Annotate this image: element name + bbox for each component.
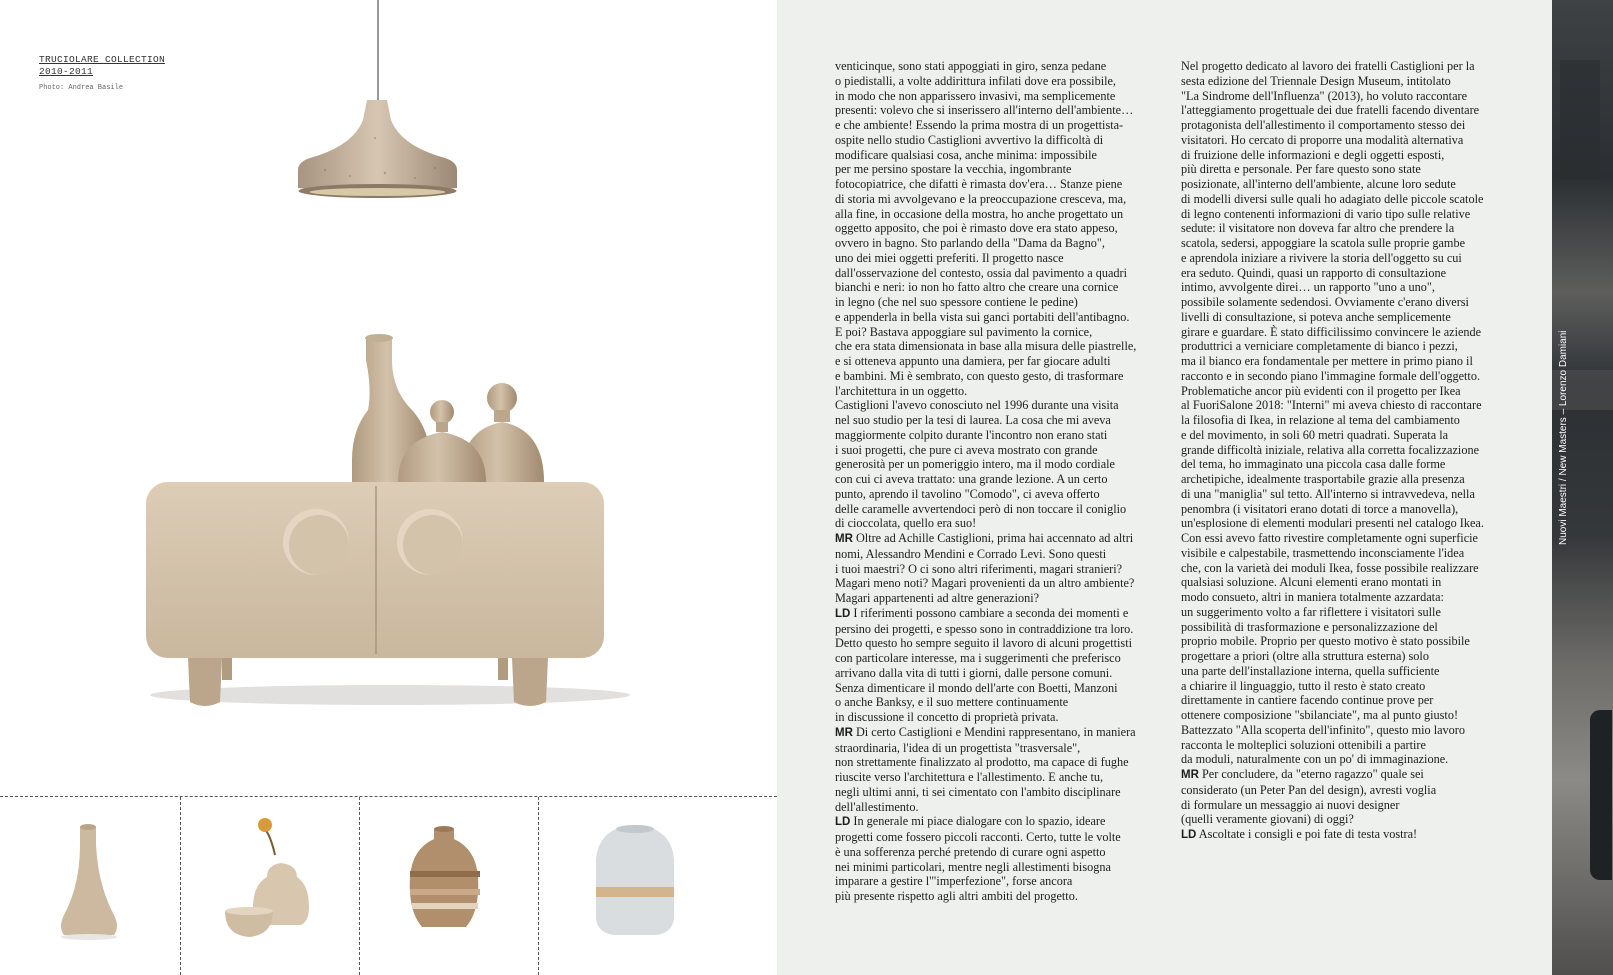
line-text: straordinaria, l'idea di un progettista "trasversale", [835,740,1081,755]
line-text: archetipiche, idealmente trasportabile grazie alla presenza [1181,472,1465,486]
speaker-initials: LD [835,607,851,620]
line-text: per me persino spostare la vecchia, ingombrante [835,162,1072,177]
text-line [835,472,1136,487]
text-line [1181,752,1484,767]
caption-title-line2: 2010-2011 [39,66,94,77]
text-line [835,725,1136,741]
line-text: di formulare un messaggio ai nuovi designer [1181,797,1400,812]
line-text: qualsiasi soluzione. Alcuni elementi erano montati in [1181,575,1442,590]
line-text: oggetto apposito, che poi è rimasto dove era stato appeso, [835,221,1118,236]
line-text: e appenderla in bella vista sui ganci portabiti dell'antibagno. [835,309,1130,324]
text-line [1181,192,1484,207]
text-line [835,591,1136,606]
text-line [1181,679,1484,694]
text-line [835,710,1136,725]
line-text: un'esplosione di elementi modulari presenti nel catalogo Ikea. [1181,516,1484,531]
line-text: non strettamente finalizzato al prodotto, ma capace di fughe [835,755,1129,770]
text-line [1181,354,1484,369]
line-text: posizionate, all'interno dell'ambiente, alcune loro sedute [1181,177,1456,191]
text-line [1181,487,1484,502]
line-text: direttamente in cantiere facendo continue prove per [1181,693,1434,708]
line-text: in legno (che nel suo spessore contiene le pedine) [835,295,1078,309]
line-text: E poi? Bastava appoggiare sul pavimento la cornice, [835,324,1093,339]
line-text: (quelli veramente giovani) di oggi? [1181,812,1354,827]
text-line [835,502,1136,517]
line-text: venticinque, sono stati appoggiati in giro, senza pedane [835,59,1107,73]
line-text: ma il bianco era fondamentale per mettere in primo piano il [1181,354,1473,368]
thumbnail-separator [538,797,539,975]
text-line [1181,502,1484,517]
text-line [1181,103,1484,118]
left-page [0,0,777,975]
text-line [835,325,1136,340]
speaker-initials: MR [835,533,853,545]
line-text: sesta edizione del Triennale Design Museum, intitolato [1181,73,1451,88]
thumbnail-separator [359,797,360,975]
text-line [835,369,1136,384]
sideboard-with-vases-image [140,330,660,720]
speaker-initials: MR [1181,769,1199,781]
line-text: e del movimento, in soli 60 metri quadrati. Superata la [1181,427,1449,442]
line-text: ottenere composizione "sbilanciate", ma al punto giusto! [1181,708,1459,722]
text-line [835,295,1136,310]
text-column-2 [1181,59,1484,843]
line-text: Castiglioni l'avevo conosciuto nel 1996 durante una visita [835,398,1119,413]
text-line [835,695,1136,710]
text-line [835,177,1136,192]
line-text: i tuoi maestri? O ci sono altri riferimenti, magari stranieri? [835,561,1123,576]
text-line [835,755,1136,770]
line-text: e si otteneva appunto una damiera, per far giocare adulti [835,354,1111,368]
text-line [835,800,1136,815]
line-text: livelli di consultazione, si poteva anche semplicemente [1181,309,1451,324]
line-text: del tema, ho immaginato una piccola casa dalle forme [1181,457,1446,472]
text-line [1181,369,1484,384]
text-line [835,741,1136,756]
text-line [1181,74,1484,89]
line-text: produttrici a verniciare completamente di bianco i pezzi, [1181,339,1458,354]
line-text: Per concludere, da "eterno ragazzo" quale sei [1198,767,1424,781]
text-line [1181,443,1484,458]
line-text: nel suo studio per la tesi di laurea. La cosa che mi aveva [835,413,1111,427]
text-line [1181,133,1484,148]
text-line [1181,295,1484,310]
text-line [1181,546,1484,561]
caption-title-line1: TRUCIOLARE COLLECTION [39,54,166,65]
text-line [835,221,1136,236]
text-line [835,457,1136,472]
line-text: visitatori. Ho cercato di proporre una modalità alternativa [1181,132,1464,147]
line-text: l'atteggiamento progettuale dei due fratelli facendo diventare [1181,103,1480,118]
line-text: più presente rispetto agli altri ambiti del progetto. [835,889,1078,903]
text-line [1181,177,1484,192]
text-line [1181,457,1484,472]
text-line [1181,266,1484,281]
line-text: che era stata dimensionata in base alla misura delle piastrelle, [835,339,1137,354]
text-line [835,59,1136,74]
text-line [1181,634,1484,649]
line-text: delle caramelle avvertendoci però di non toccare il coniglio [835,501,1127,516]
text-line [835,428,1136,443]
line-text: intimo, avvolgente direi… un rapporto "uno a uno", [1181,280,1435,295]
line-text: di fruizione delle informazioni e degli oggetti esposti, [1181,147,1445,162]
text-line [835,310,1136,325]
text-line [1181,59,1484,74]
text-line [835,103,1136,118]
speaker-initials: LD [1181,829,1197,841]
text-line [835,576,1136,591]
line-text: Di certo Castiglioni e Mendini rappresentano, in maniera [852,724,1136,739]
text-line [1181,384,1484,399]
line-text: penombra (i visitatori erano dotati di torce a manovella), [1181,501,1459,516]
text-line [1181,664,1484,679]
line-text: di storia mi avvolgevano e la preoccupazione cresceva, ma, [835,191,1127,206]
line-text: Ascoltate i consigli e poi fate di testa vostra! [1196,827,1418,841]
text-line [1181,339,1484,354]
line-text: arrivano dalla vita di tutti i giorni, dalle persone comuni. [835,665,1113,680]
line-text: negli ultimi anni, ti sei cimentato con l'ambito disciplinare [835,784,1121,799]
line-text: è una sofferenza perché pretendo di curare ogni aspetto [835,844,1106,859]
text-line [835,207,1136,222]
line-text: alla fine, in occasione della mostra, ho anche progettato un [835,206,1124,221]
text-line [1181,575,1484,590]
line-text: di legno contenenti informazioni di vario tipo sulle relative [1181,206,1471,221]
text-line [1181,251,1484,266]
line-text: sedute: il visitatore non doveva far altro che prendere la [1181,221,1455,236]
line-text: presenti: volevo che si inserissero all'interno dell'ambiente… [835,103,1134,118]
text-line [1181,723,1484,738]
text-line [835,339,1136,354]
text-line [1181,236,1484,251]
text-line [835,874,1136,889]
text-line [835,74,1136,89]
line-text: bianchi e neri: io non ho fatto altro che creare una cornice [835,280,1119,295]
text-line [835,192,1136,207]
text-line [1181,398,1484,413]
edge-object [1590,710,1612,880]
text-line [835,622,1136,637]
line-text: Problematiche ancor più evidenti con il progetto per Ikea [1181,383,1461,398]
text-line [1181,783,1484,798]
line-text: più diretta e personale. Per fare questo sono state [1181,162,1421,177]
caption-title [39,54,165,78]
text-line [835,770,1136,785]
line-text: Con essi avevo fatto rivestire completamente ogni superficie [1181,531,1478,545]
line-text: al FuoriSalone 2018: "Interni" mi aveva chiesto di raccontare [1181,398,1482,413]
line-text: a chiarire il linguaggio, tutto il resto è stato creato [1181,678,1426,693]
text-line [835,531,1136,547]
text-line [835,547,1136,562]
line-text: considerato (un Peter Pan del design), avresti voglia [1181,782,1437,797]
text-line [1181,827,1484,843]
line-text: ospite nello studio Castiglioni avvertivo la difficoltà di [835,132,1104,147]
text-line [1181,162,1484,177]
line-text: l'architettura in un oggetto. [835,383,968,398]
text-line [835,354,1136,369]
line-text: che, con la varietà dei moduli Ikea, fosse possibile realizzare [1181,560,1479,575]
line-text: Battezzato "Alla scoperta dell'infinito", questo mio lavoro [1181,722,1466,737]
text-line [835,666,1136,681]
text-line [1181,118,1484,133]
text-line [1181,531,1484,546]
line-text: racconto e in secondo piano l'immagine formale dell'oggetto. [1181,368,1481,383]
text-line [835,785,1136,800]
text-line [1181,561,1484,576]
text-line [835,830,1136,845]
text-line [835,162,1136,177]
text-line [835,384,1136,399]
line-text: Detto questo ho sempre seguito il lavoro di alcuni progettisti [835,636,1133,651]
line-text: scatola, sedersi, appoggiare la scatola sulle proprie gambe [1181,236,1466,250]
text-line [1181,325,1484,340]
thumbnail-conical-vase [50,815,130,945]
line-text: una parte dell'installazione interna, quella sufficiente [1181,663,1440,678]
text-line [1181,310,1484,325]
line-text: persino dei progetti, e spesso sono in contraddizione tra loro. [835,621,1134,636]
line-text: progetti come fossero piccoli racconti. Certo, tutte le volte [835,830,1121,844]
text-line [1181,207,1484,222]
text-line [835,236,1136,251]
text-line [1181,221,1484,236]
line-text: proprio mobile. Proprio per questo motivo è stato possibile [1181,634,1470,649]
text-line [835,889,1136,904]
thumbnail-vase-and-bowl [215,815,325,945]
line-text: possibilità di trasformazione e personalizzazione del [1181,619,1438,634]
line-text: con particolare interesse, ma i suggerimenti che preferisco [835,651,1121,665]
line-text: di cioccolata, quello era suo! [835,516,977,531]
line-text: dell'allestimento. [835,799,919,814]
line-text: visibile e calpestabile, trasmettendo inconsciamente l'idea [1181,545,1465,560]
line-text: riuscite verso l'architettura e l'allestimento. E anche tu, [835,770,1104,784]
line-text: Magari appartenenti ad altre generazioni? [835,591,1040,605]
text-column-1 [835,59,1136,904]
text-line [835,845,1136,860]
vertical-side-credit [1558,330,1588,545]
text-line [835,266,1136,281]
thumbnail-striped-vase [400,815,490,945]
line-text: progettare a priori (oltre alla struttura esterna) solo [1181,649,1429,663]
line-text: e bambini. Mi è sembrato, con questo gesto, di trasformare [835,368,1124,383]
side-credit-text: Nuovi Maestri / New Masters – Lorenzo Damiani [1558,330,1569,545]
line-text: nei minimi particolari, mentre negli allestimenti bisogna [835,859,1111,874]
line-text: protagonista dell'allestimento il comportamento stesso dei [1181,118,1466,132]
line-text: grande difficoltà iniziale, relativa alla corretta focalizzazione [1181,442,1480,457]
text-line [1181,798,1484,813]
line-text: fotocopiatrice, che difatti è rimasta dov'era… Stanze piene [835,177,1123,191]
line-text: Nel progetto dedicato al lavoro dei fratelli Castiglioni per la [1181,59,1475,73]
line-text: in discussione il concetto di proprietà privata. [835,710,1059,724]
line-text: In generale mi piace dialogare con lo spazio, ideare [850,814,1106,829]
text-line [835,280,1136,295]
text-line [1181,620,1484,635]
line-text: racconta le molteplici soluzioni ottenibili a partire [1181,737,1426,752]
text-line [1181,812,1484,827]
line-text: era seduto. Quindi, quasi un rapporto di consultazione [1181,265,1447,280]
text-line [1181,590,1484,605]
line-text: o piedistalli, a volte addirittura infilati dove era possibile, [835,73,1116,88]
text-line [835,636,1136,651]
text-line [835,89,1136,104]
text-line [1181,516,1484,531]
thumbnail-white-jar [590,815,680,945]
line-text: possibile solamente sedendosi. Ovviamente c'erano diversi [1181,295,1469,309]
text-line [1181,693,1484,708]
text-line [1181,738,1484,753]
thumbnail-divider [0,796,777,797]
speaker-initials: MR [835,726,853,739]
text-line [835,398,1136,413]
line-text: un suggerimento volto a far riflettere i visitatori sulle [1181,604,1441,619]
text-line [1181,89,1484,104]
text-line [1181,472,1484,487]
text-line [1181,767,1484,783]
line-text: modo consueto, altri in maniera totalmente azzardata: [1181,590,1444,604]
line-text: i suoi progetti, che pure ci aveva mostrato con grande [835,442,1098,457]
text-line [835,118,1136,133]
text-line [1181,708,1484,723]
line-text: Senza dimenticare il mondo dell'arte con Boetti, Manzoni [835,680,1118,695]
line-text: nomi, Alessandro Mendini e Corrado Levi. Sono questi [835,546,1107,561]
text-line [1181,649,1484,664]
thumbnail-separator [180,797,181,975]
line-text: Oltre ad Achille Castiglioni, prima hai accennato ad altri [852,531,1134,545]
line-text: di una "maniglia" sul tetto. All'interno si intravvedeva, nella [1181,486,1475,501]
line-text: la filosofia di Ikea, in relazione al tema del cambiamento [1181,413,1460,427]
line-text: Magari meno noti? Magari provenienti da un altro ambiente? [835,576,1135,591]
pendant-lamp-image [295,98,460,208]
speaker-initials: LD [835,816,851,829]
text-line [835,562,1136,577]
line-text: imparare a gestire l'"imperfezione", forse ancora [835,874,1073,889]
line-text: con cui ci aveva trattato: una grande lezione. A un certo [835,472,1108,486]
photo-credit: Photo: Andrea Basile [39,84,124,92]
text-line [1181,148,1484,163]
text-line [835,606,1136,622]
line-text: in modo che non apparissero invasivi, ma semplicemente [835,88,1116,103]
text-line [1181,605,1484,620]
line-text: di modelli diversi sulle quali ho adagiato delle piccole scatole [1181,191,1484,206]
text-line [835,487,1136,502]
line-text: da moduli, naturalmente con un po' di immaginazione. [1181,752,1449,767]
text-line [835,516,1136,531]
line-text: girare e guardare. È stato difficilissimo convincere le aziende [1181,324,1482,339]
text-line [835,251,1136,266]
line-text: e che ambiente! Essendo la prima mostra di un progettista- [835,118,1124,132]
line-text: ovvero in bagno. Sto parlando della "Dama da Bagno", [835,236,1105,250]
text-line [1181,428,1484,443]
text-line [835,860,1136,875]
line-text: I riferimenti possono cambiare a seconda dei momenti e [850,605,1129,620]
text-line [835,651,1136,666]
line-text: e aprendola iniziare a rivivere la storia dell'oggetto su cui [1181,250,1462,265]
text-line [835,148,1136,163]
edge-shadow [1560,60,1600,180]
line-text: o anche Banksy, e il suo mettere continuamente [835,695,1069,710]
line-text: uno dei miei oggetti preferiti. Il progetto nasce [835,250,1064,265]
text-line [1181,413,1484,428]
text-line [1181,280,1484,295]
text-line [835,133,1136,148]
line-text: maggiormente colpito durante l'incontro non erano stati [835,427,1108,442]
line-text: modificare qualsiasi cosa, anche minima: impossibile [835,147,1097,162]
line-text: "La Sindrome dell'Influenza" (2013), ho voluto raccontare [1181,88,1468,103]
line-text: generosità per un pomeriggio intero, ma il modo cordiale [835,457,1115,472]
lamp-cord [377,0,379,103]
text-line [835,681,1136,696]
text-line [835,413,1136,428]
line-text: dall'osservazione del contesto, ossia dal pavimento a quadri [835,265,1128,280]
line-text: punto, aprendo il tavolino "Comodo", ci aveva offerto [835,486,1100,501]
text-line [835,443,1136,458]
text-line [835,814,1136,830]
